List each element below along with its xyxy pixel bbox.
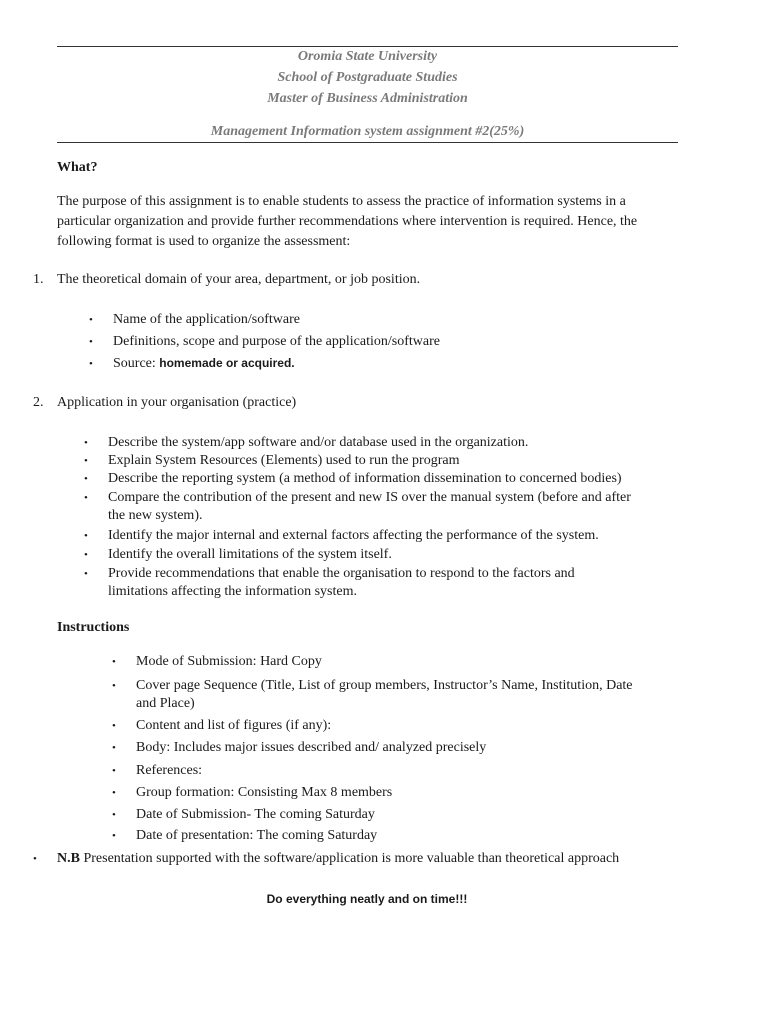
bullet-icon: • xyxy=(84,492,88,504)
bullet-icon: • xyxy=(84,455,88,467)
bullet-icon: • xyxy=(84,437,88,449)
program-name: Master of Business Administration xyxy=(267,91,468,106)
bullet-icon: • xyxy=(112,720,116,732)
note-text: Presentation supported with the software/application is more valuable than theoretical approach xyxy=(83,851,620,866)
assignment-title: Management Information system assignment #2(25%) xyxy=(210,124,525,139)
bullet-icon: • xyxy=(89,314,93,326)
instruction-item: Cover page Sequence (Title, List of group members, Instructor’s Name, Institution, Date xyxy=(136,678,633,693)
bullet-icon: • xyxy=(112,742,116,754)
section-2-item: Describe the system/app software and/or database used in the organization. xyxy=(108,435,529,450)
section-1-item: Name of the application/software xyxy=(113,312,300,327)
instructions-heading: Instructions xyxy=(57,620,130,635)
instruction-item-continued: and Place) xyxy=(136,696,195,711)
school-name: School of Postgraduate Studies xyxy=(277,70,458,85)
what-heading: What? xyxy=(57,160,98,175)
bullet-icon: • xyxy=(112,830,116,842)
bullet-icon: • xyxy=(112,680,116,692)
bullet-icon: • xyxy=(89,358,93,370)
instruction-item: References: xyxy=(136,763,203,778)
bullet-icon: • xyxy=(84,549,88,561)
instruction-item: Content and list of figures (if any): xyxy=(136,718,332,733)
section-2-title: Application in your organisation (practice) xyxy=(57,395,297,410)
closing-note: Do everything neatly and on time!!! xyxy=(266,892,468,906)
bullet-icon: • xyxy=(33,853,37,865)
section-2-item-continued: limitations affecting the information system. xyxy=(108,584,357,599)
bullet-icon: • xyxy=(89,336,93,348)
note-label: N.B xyxy=(57,851,80,866)
instruction-item: Mode of Submission: Hard Copy xyxy=(136,654,322,669)
section-2-item: Compare the contribution of the present and new IS over the manual system (before and after xyxy=(108,490,631,505)
section-2-item: Identify the major internal and external factors affecting the performance of the system. xyxy=(108,528,599,543)
section-2-item: Provide recommendations that enable the organisation to respond to the factors and xyxy=(108,566,575,581)
section-1-number: 1. xyxy=(33,272,44,287)
bullet-icon: • xyxy=(84,473,88,485)
section-1-item: Definitions, scope and purpose of the application/software xyxy=(113,334,440,349)
bullet-icon: • xyxy=(112,787,116,799)
section-1-source xyxy=(113,356,295,372)
bullet-icon: • xyxy=(84,530,88,542)
section-2-item: Describe the reporting system (a method of information dissemination to concerned bodies) xyxy=(108,471,622,486)
bullet-icon: • xyxy=(84,568,88,580)
bullet-icon: • xyxy=(112,656,116,668)
section-1-title: The theoretical domain of your area, department, or job position. xyxy=(57,272,421,287)
header-top-rule xyxy=(57,46,678,47)
university-name: Oromia State University xyxy=(297,49,438,64)
bullet-icon: • xyxy=(112,809,116,821)
section-2-item: Explain System Resources (Elements) used to run the program xyxy=(108,453,460,468)
purpose-paragraph: The purpose of this assignment is to enable students to assess the practice of information systems in a particular organization and provide further recommendations where intervention is required. Hence, the following format is used to organize the assessment: xyxy=(57,194,638,249)
instruction-item: Group formation: Consisting Max 8 members xyxy=(136,785,393,800)
header-bottom-rule xyxy=(57,142,678,143)
source-value: homemade or acquired. xyxy=(159,356,295,370)
section-2-item: Identify the overall limitations of the system itself. xyxy=(108,547,392,562)
section-2-number: 2. xyxy=(33,395,44,410)
source-label: Source: xyxy=(113,356,156,371)
instruction-item: Body: Includes major issues described and/ analyzed precisely xyxy=(136,740,487,755)
section-2-item-continued: the new system). xyxy=(108,508,203,523)
instruction-item: Date of Submission- The coming Saturday xyxy=(136,807,375,822)
instruction-item: Date of presentation: The coming Saturday xyxy=(136,828,378,843)
note-line xyxy=(57,851,619,867)
bullet-icon: • xyxy=(112,765,116,777)
